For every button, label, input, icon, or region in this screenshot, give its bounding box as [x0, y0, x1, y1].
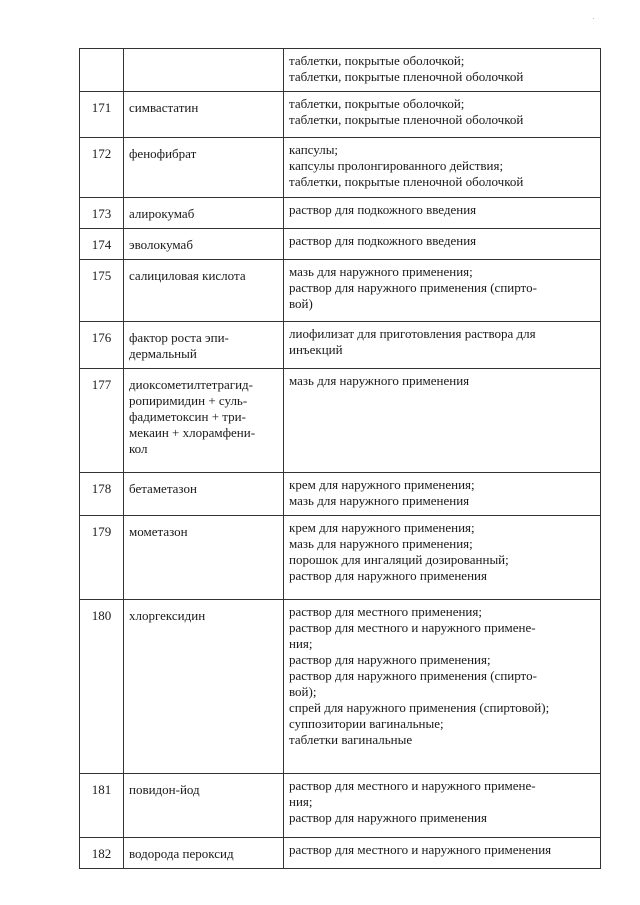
dosage-form-line: таблетки, покрытые оболочкой; [289, 96, 465, 111]
dosage-form-line: вой) [289, 296, 313, 311]
dosage-form-line: лиофилизат для приготовления раствора для [289, 326, 536, 341]
dosage-forms [284, 516, 601, 600]
table-row [80, 516, 601, 600]
dosage-form-line: инъекций [289, 342, 343, 357]
dosage-forms [284, 322, 601, 369]
dosage-form-line: раствор для местного и наружного примене- [289, 778, 536, 793]
dosage-forms [284, 198, 601, 229]
dosage-form-line: раствор для наружного применения (спирто- [289, 280, 537, 295]
table-row [80, 260, 601, 322]
dosage-form-line: мазь для наружного применения; [289, 536, 473, 551]
row-number: 177 [80, 369, 124, 473]
dosage-forms [284, 838, 601, 869]
row-number: 176 [80, 322, 124, 369]
dosage-form-line: раствор для наружного применения; [289, 652, 491, 667]
table-row [80, 92, 601, 138]
dosage-form-line: таблетки, покрытые пленочной оболочкой [289, 112, 524, 127]
dosage-form-line: таблетки вагинальные [289, 732, 413, 747]
row-number: 175 [80, 260, 124, 322]
drug-name-line: кол [129, 441, 148, 456]
row-number: 179 [80, 516, 124, 600]
row-number: 181 [80, 774, 124, 838]
drug-name [124, 774, 284, 838]
drug-name [124, 92, 284, 138]
dosage-form-line: таблетки, покрытые оболочкой; [289, 53, 465, 68]
dosage-form-line: спрей для наружного применения (спиртовой); [289, 700, 550, 715]
drug-name-line: мометазон [129, 524, 188, 539]
drug-name-line: симвастатин [129, 100, 199, 115]
drug-name [124, 138, 284, 198]
drug-name [124, 260, 284, 322]
table-row [80, 600, 601, 774]
dosage-form-line: капсулы; [289, 142, 339, 157]
table-row [80, 473, 601, 516]
drug-table [79, 48, 601, 869]
row-number: 173 [80, 198, 124, 229]
dosage-forms [284, 473, 601, 516]
dosage-form-line: раствор для местного применения; [289, 604, 482, 619]
drug-name-line: повидон-йод [129, 782, 200, 797]
drug-name-line: хлоргексидин [129, 608, 206, 623]
table-row [80, 322, 601, 369]
dosage-form-line: ния; [289, 794, 313, 809]
dosage-form-line: ния; [289, 636, 313, 651]
table-row [80, 774, 601, 838]
dosage-form-line: раствор для местного и наружного примене- [289, 620, 536, 635]
table-row [80, 138, 601, 198]
row-number: 172 [80, 138, 124, 198]
drug-name-line: мекаин + хлорамфени- [129, 425, 256, 440]
dosage-form-line: раствор для подкожного введения [289, 233, 477, 248]
dosage-forms [284, 260, 601, 322]
dosage-form-line: раствор для подкожного введения [289, 202, 477, 217]
drug-name [124, 322, 284, 369]
dosage-form-line: вой); [289, 684, 317, 699]
dosage-form-line: крем для наружного применения; [289, 520, 475, 535]
dosage-forms [284, 774, 601, 838]
row-number: 171 [80, 92, 124, 138]
drug-name [124, 49, 284, 92]
table-row [80, 198, 601, 229]
dosage-form-line: раствор для местного и наружного применения [289, 842, 552, 857]
dosage-forms [284, 600, 601, 774]
drug-name-line: фенофибрат [129, 146, 197, 161]
drug-table-body [80, 49, 601, 869]
drug-name-line: фадиметоксин + три- [129, 409, 246, 424]
drug-name-line: дермальный [129, 346, 197, 361]
drug-name-line: диоксометилтетрагид- [129, 377, 254, 392]
table-row [80, 49, 601, 92]
drug-name-line: ропиримидин + суль- [129, 393, 248, 408]
drug-name-line: бетаметазон [129, 481, 197, 496]
table-row [80, 229, 601, 260]
drug-name-line: алирокумаб [129, 206, 195, 221]
corner-mark: · [592, 14, 595, 23]
dosage-form-line: суппозитории вагинальные; [289, 716, 444, 731]
drug-name [124, 229, 284, 260]
dosage-form-line: мазь для наружного применения [289, 373, 470, 388]
table-row [80, 369, 601, 473]
drug-name [124, 198, 284, 229]
dosage-form-line: порошок для ингаляций дозированный; [289, 552, 509, 567]
drug-name [124, 473, 284, 516]
row-number: 174 [80, 229, 124, 260]
drug-name-line: эволокумаб [129, 237, 193, 252]
dosage-form-line: таблетки, покрытые пленочной оболочкой [289, 174, 524, 189]
dosage-forms [284, 369, 601, 473]
dosage-form-line: крем для наружного применения; [289, 477, 475, 492]
dosage-forms [284, 229, 601, 260]
table-row [80, 838, 601, 869]
dosage-forms [284, 49, 601, 92]
drug-name-line: водорода пероксид [129, 846, 234, 861]
drug-name-line: фактор роста эпи- [129, 330, 229, 345]
dosage-form-line: мазь для наружного применения [289, 493, 470, 508]
dosage-form-line: капсулы пролонгированного действия; [289, 158, 504, 173]
dosage-form-line: раствор для наружного применения (спирто- [289, 668, 537, 683]
row-number: 178 [80, 473, 124, 516]
dosage-form-line: мазь для наружного применения; [289, 264, 473, 279]
drug-name-line: салициловая кислота [129, 268, 246, 283]
dosage-form-line: таблетки, покрытые пленочной оболочкой [289, 69, 524, 84]
drug-name [124, 369, 284, 473]
row-number [80, 49, 124, 92]
dosage-form-line: раствор для наружного применения [289, 568, 487, 583]
row-number: 180 [80, 600, 124, 774]
dosage-form-line: раствор для наружного применения [289, 810, 487, 825]
dosage-forms [284, 92, 601, 138]
drug-name [124, 600, 284, 774]
drug-name [124, 516, 284, 600]
drug-name [124, 838, 284, 869]
dosage-forms [284, 138, 601, 198]
row-number: 182 [80, 838, 124, 869]
